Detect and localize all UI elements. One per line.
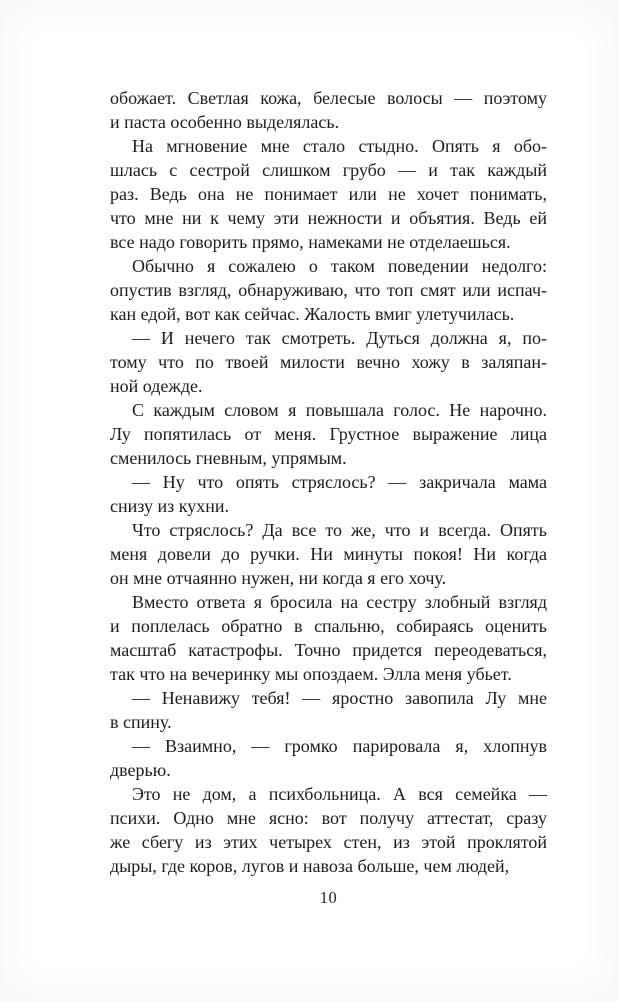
text-line: Вместо ответа я бросила на сестру злобный взгляд — [132, 592, 547, 612]
text-line: и паста особенно выделялась. — [110, 112, 340, 132]
text-line: дыры, где коров, лугов и навоза больше, чем людей, — [110, 856, 510, 876]
text-line: опустив взгляд, обнаруживаю, что топ смят или испач- — [110, 280, 547, 300]
text-line: обожает. Светлая кожа, белесые волосы — поэтому — [110, 88, 547, 108]
text-line: С каждым словом я повышала голос. Не нарочно. — [132, 400, 547, 420]
text-line: раз. Ведь она не понимает или не хочет понимать, — [110, 184, 547, 204]
text-line: ной одежде. — [110, 376, 203, 396]
text-line: снизу из кухни. — [110, 496, 229, 516]
text-line: тому что по твоей милости вечно хожу в заляпан- — [110, 352, 547, 372]
text-line: кан едой, вот как сейчас. Жалость вмиг улетучилась. — [110, 304, 515, 324]
paragraph — [110, 734, 547, 782]
text-line: все надо говорить прямо, намеками не отделаешься. — [110, 232, 511, 252]
text-line: шлась с сестрой слишком грубо — и так каждый — [110, 160, 547, 180]
text-line: Что стряслось? Да все то же, что и всегда. Опять — [132, 520, 547, 540]
text-line: так что на вечеринку мы опоздаем. Элла меня убьет. — [110, 664, 512, 684]
text-line: масштаб катастрофы. Точно придется переодеваться, — [110, 640, 547, 660]
text-line: дверью. — [110, 760, 171, 780]
paragraph — [110, 398, 547, 470]
text-line: меня довели до ручки. Ни минуты покоя! Ни когда — [110, 544, 547, 564]
paragraph — [110, 254, 547, 326]
text-line: и поплелась обратно в спальню, собираясь оценить — [110, 616, 547, 636]
page-text-block — [110, 86, 547, 878]
paragraph — [110, 686, 547, 734]
text-line: психи. Одно мне ясно: вот получу аттестат, сразу — [110, 808, 547, 828]
text-line: — Ненавижу тебя! — яростно завопила Лу мне — [132, 688, 547, 708]
text-line: — И нечего так смотреть. Дуться должна я, по- — [132, 328, 547, 348]
text-line: он мне отчаянно нужен, ни когда я его хочу. — [110, 568, 447, 588]
paragraph — [110, 518, 547, 590]
paragraph — [110, 326, 547, 398]
text-line: сменилось гневным, упрямым. — [110, 448, 347, 468]
text-line: — Взаимно, — громко парировала я, хлопнув — [132, 736, 547, 756]
paragraph — [110, 782, 547, 878]
text-line: — Ну что опять стряслось? — закричала мама — [132, 472, 547, 492]
text-line: Это не дом, а психбольница. А вся семейка — — [132, 784, 547, 804]
text-line: Обычно я сожалею о таком поведении недолго: — [132, 256, 547, 276]
page-number: 10 — [319, 888, 338, 907]
text-line: Лу попятилась от меня. Грустное выражение лица — [110, 424, 547, 444]
paragraph — [110, 470, 547, 518]
text-line: же сбегу из этих четырех стен, из этой проклятой — [110, 832, 547, 852]
text-line: что мне ни к чему эти нежности и объятия. Ведь ей — [110, 208, 547, 228]
paragraph — [110, 86, 547, 134]
paragraph — [110, 590, 547, 686]
paragraph — [110, 134, 547, 254]
text-line: в спину. — [110, 712, 172, 732]
text-line: На мгновение мне стало стыдно. Опять я обо- — [132, 136, 547, 156]
